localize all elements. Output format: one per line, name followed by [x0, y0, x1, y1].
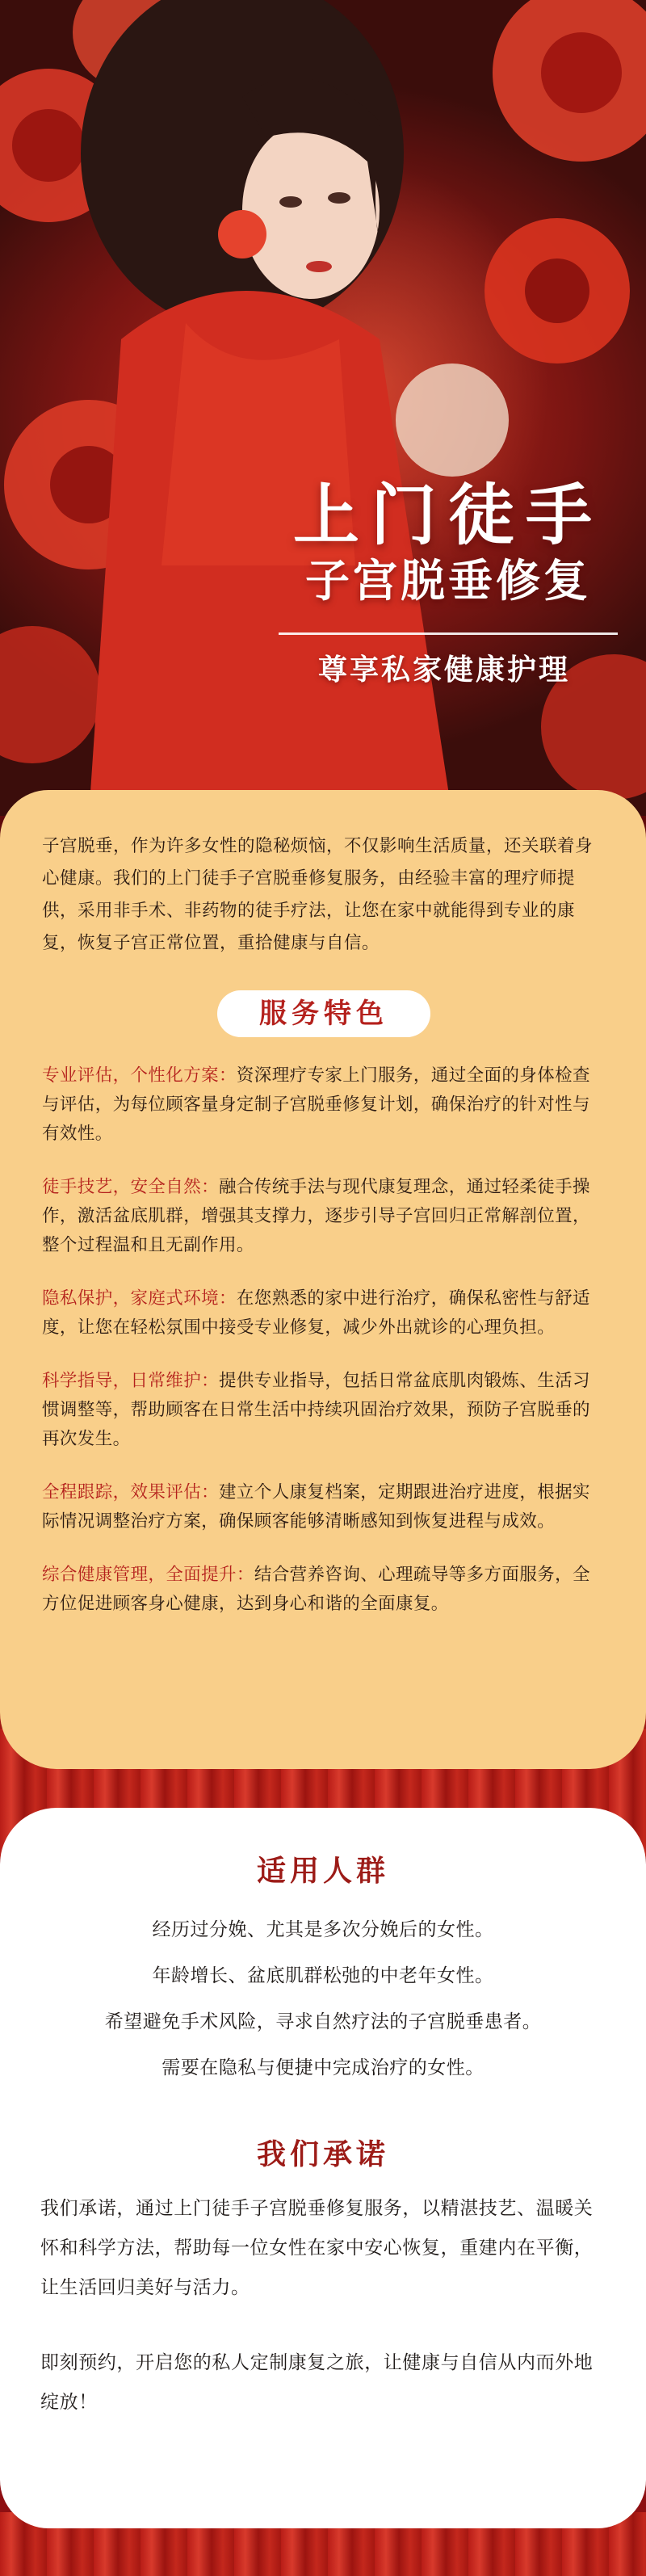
promise-call-to-action: 即刻预约，开启您的私人定制康复之旅，让健康与自信从内而外地绽放！ [40, 2352, 594, 2413]
promise-heading: 我们承诺 [256, 2138, 389, 2171]
feature-label: 徒手技艺，安全自然： [42, 1177, 220, 1197]
intro-card [0, 790, 646, 1769]
feature-item [42, 1561, 606, 1619]
feature-item [42, 1061, 606, 1149]
feature-text: 资深理疗专家上门服务，通过全面的身体检查与评估，为每位顾客量身定制子宫脱垂修复计划，确保治疗的针对性与有效性。 [42, 1065, 590, 1144]
group-item: 年龄增长、盆底肌群松弛的中老年女性。 [152, 1965, 494, 1986]
feature-label: 隐私保护，家庭式环境： [42, 1288, 237, 1309]
group-item: 需要在隐私与便捷中完成治疗的女性。 [162, 2057, 484, 2078]
feature-label: 科学指导，日常维护： [42, 1371, 220, 1391]
info-card [0, 1808, 646, 2528]
promise-paragraph: 我们承诺，通过上门徒手子宫脱垂修复服务，以精湛技艺、温暖关怀和科学方法，帮助每一位女性在家中安心恢复，重建内在平衡，让生活回归美好与活力。 [40, 2198, 594, 2298]
feature-item [42, 1284, 606, 1343]
feature-text: 融合传统手法与现代康复理念，通过轻柔徒手操作，激活盆底肌群，增强其支撑力，逐步引导子宫回归正常解剖位置，整个过程温和且无副作用。 [42, 1177, 590, 1255]
hero-subtitle: 子宫脱垂修复 [304, 555, 591, 607]
feature-item [42, 1367, 606, 1454]
feature-text: 结合营养咨询、心理疏导等多方面服务，全方位促进顾客身心健康，达到身心和谐的全面康复。 [42, 1565, 590, 1614]
group-item: 希望避免手术风险，寻求自然疗法的子宫脱垂患者。 [104, 2011, 542, 2032]
features-heading: 服务特色 [217, 990, 430, 1037]
feature-label: 综合健康管理，全面提升： [42, 1565, 254, 1585]
hero-divider [279, 632, 618, 635]
feature-text: 在您熟悉的家中进行治疗，确保私密性与舒适度，让您在轻松氛围中接受专业修复，减少外出就诊的心理负担。 [42, 1288, 590, 1338]
woman-illustration [81, 0, 452, 816]
feature-label: 专业评估，个性化方案： [42, 1065, 237, 1086]
hero-illustration [0, 0, 646, 816]
group-item: 经历过分娩、尤其是多次分娩后的女性。 [152, 1919, 494, 1940]
hero-tagline: 尊享私家健康护理 [317, 653, 570, 687]
feature-text: 建立个人康复档案，定期跟进治疗进度，根据实际情况调整治疗方案，确保顾客能够清晰感知到恢复进程与成效。 [42, 1482, 590, 1532]
hero-banner [0, 0, 646, 816]
intro-text: 子宫脱垂，作为许多女性的隐秘烦恼，不仅影响生活质量，还关联着身心健康。我们的上门徒手子宫脱垂修复服务，由经验丰富的理疗师提供，采用非手术、非药物的徒手疗法，让您在家中就能得到专业的康复，恢复子宫正常位置，重拾健康与自信。 [42, 836, 594, 953]
feature-text: 提供专业指导，包括日常盆底肌肉锻炼、生活习惯调整等，帮助顾客在日常生活中持续巩固治疗效果，预防子宫脱垂的再次发生。 [42, 1371, 590, 1449]
feature-item [42, 1173, 606, 1260]
groups-heading: 适用人群 [256, 1855, 389, 1888]
feature-label: 全程跟踪，效果评估： [42, 1482, 220, 1502]
feature-item [42, 1478, 606, 1536]
groups-list [40, 1907, 606, 2091]
hero-title: 上门徒手 [292, 477, 603, 554]
